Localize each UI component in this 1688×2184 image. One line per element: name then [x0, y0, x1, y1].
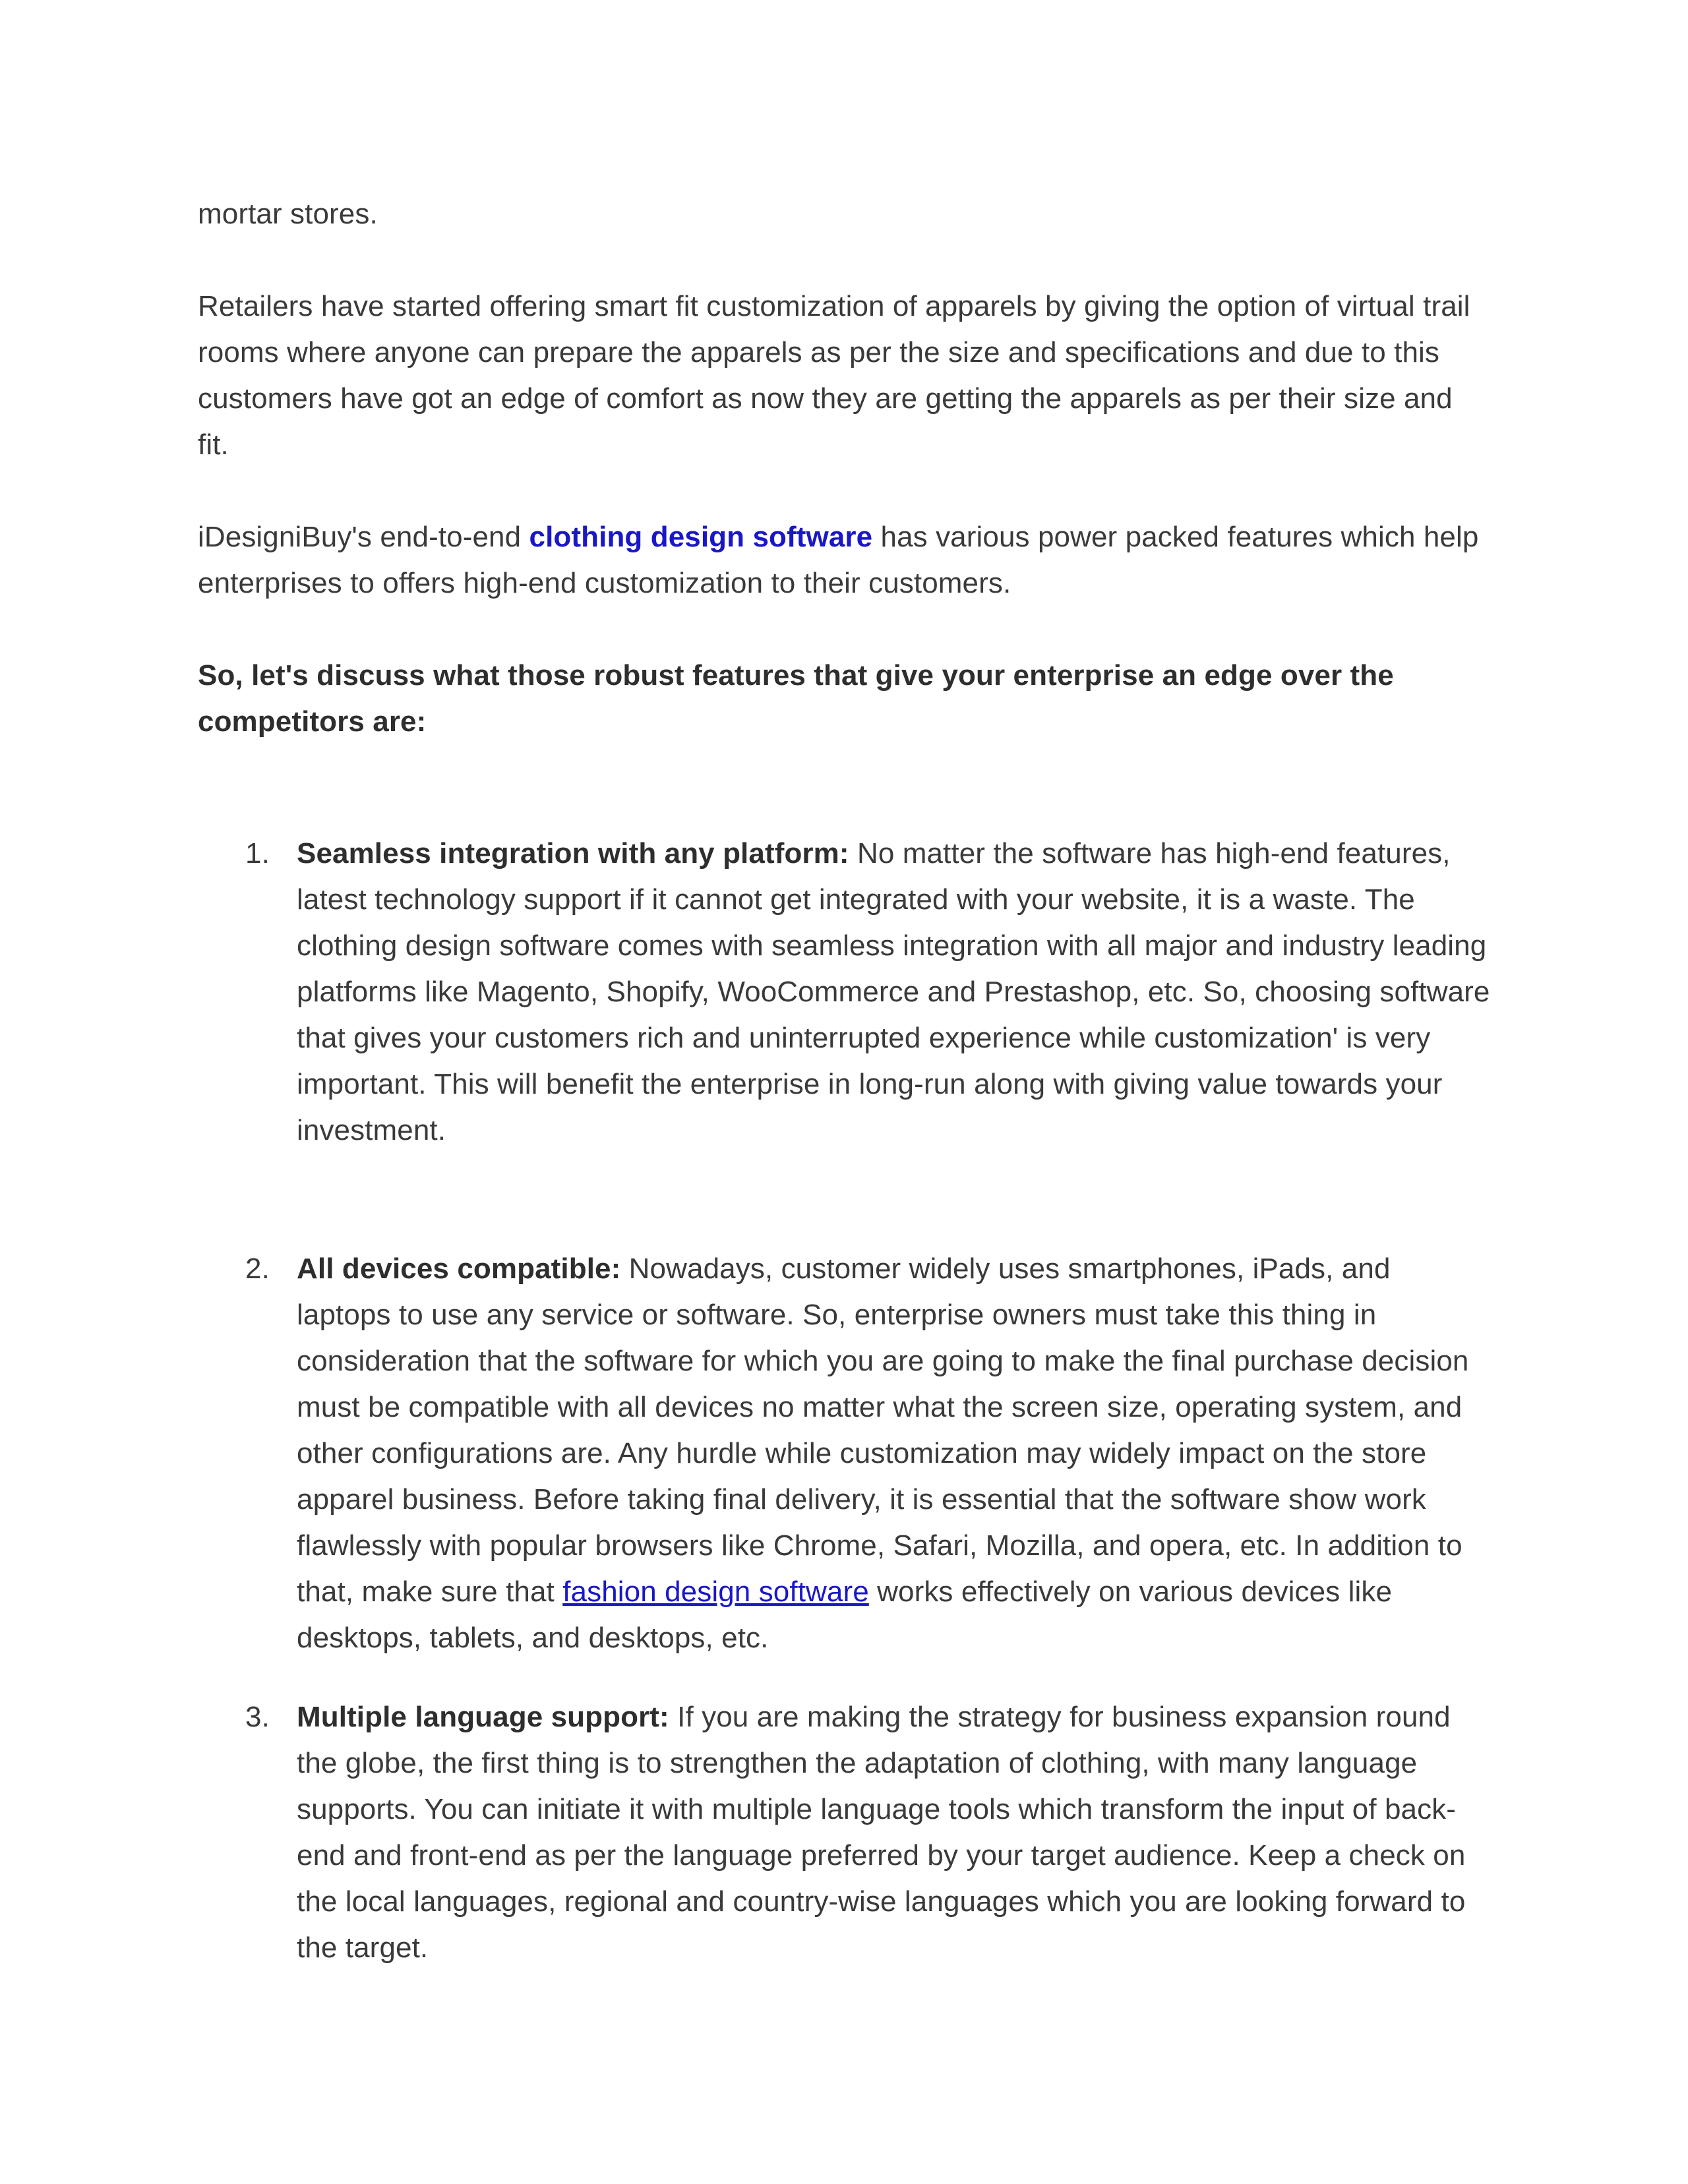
document-page: [198, 191, 1490, 1971]
feature-title: All devices compatible:: [297, 1253, 621, 1285]
feature-text: Nowadays, customer widely uses smartphones, iPads, and laptops to use any service or software. So, enterprise owners must take this thing in consideration that the software for which you are going to make the final purchase decision must be compatible with all devices no matter what the screen size, operating system, and other configurations are. Any hurdle while customization may widely impact on the store apparel business. Before taking final delivery, it is essential that the software show work flawlessly with popular browsers like Chrome, Safari, Mozilla, and opera, etc. In addition to that, make sure that: [297, 1253, 1469, 1608]
feature-text: If you are making the strategy for business expansion round the globe, the first thing is to strengthen the adaptation of clothing, with many language supports. You can initiate it with multiple language tools which transform the input of back-end and front-end as per the language preferred by your target audience. Keep a check on the local languages, regional and country-wise languages which you are looking forward to the target.: [297, 1701, 1466, 1964]
paragraph-mortar-stores: mortar stores.: [198, 198, 378, 230]
list-number: 2.: [245, 1253, 270, 1285]
list-number: 1.: [245, 837, 270, 870]
paragraph-idesignibuy: [198, 514, 1490, 606]
fashion-design-software-link[interactable]: fashion design software: [562, 1576, 869, 1608]
clothing-design-software-link[interactable]: clothing design software: [529, 521, 873, 553]
paragraph-retailers: Retailers have started offering smart fit customization of apparels by giving the option of virtual trail rooms where anyone can prepare the apparels as per the size and specifications and due to this customers have got an edge of comfort as now they are getting the apparels as per their size and fit.: [198, 290, 1470, 461]
paragraph-idesignibuy-lead: iDesigniBuy's end-to-end: [198, 521, 529, 553]
feature-title: Seamless integration with any platform:: [297, 837, 849, 870]
feature-item-all-devices: [198, 1246, 1490, 1661]
feature-text-tail: works effectively on various devices like desktops, tablets, and desktops, etc.: [297, 1576, 1393, 1654]
feature-title: Multiple language support:: [297, 1701, 669, 1733]
paragraph-idesignibuy-tail: has various power packed features which help enterprises to offers high-end customization to their customers.: [198, 521, 1479, 599]
feature-item-multiple-language: [198, 1694, 1490, 1971]
feature-text: No matter the software has high-end features, latest technology support if it cannot get integrated with your website, it is a waste. The clothing design software comes with seamless integration with all major and industry leading platforms like Magento, Shopify, WooCommerce and Prestashop, etc. So, choosing software that gives your customers rich and uninterrupted experience while customization' is very important. This will benefit the enterprise in long-run along with giving value towards your investment.: [297, 837, 1490, 1146]
list-number: 3.: [245, 1701, 270, 1733]
features-heading: So, let's discuss what those robust features that give your enterprise an edge over the competitors are:: [198, 659, 1394, 738]
features-list: [198, 831, 1490, 1971]
feature-item-seamless-integration: [198, 831, 1490, 1154]
